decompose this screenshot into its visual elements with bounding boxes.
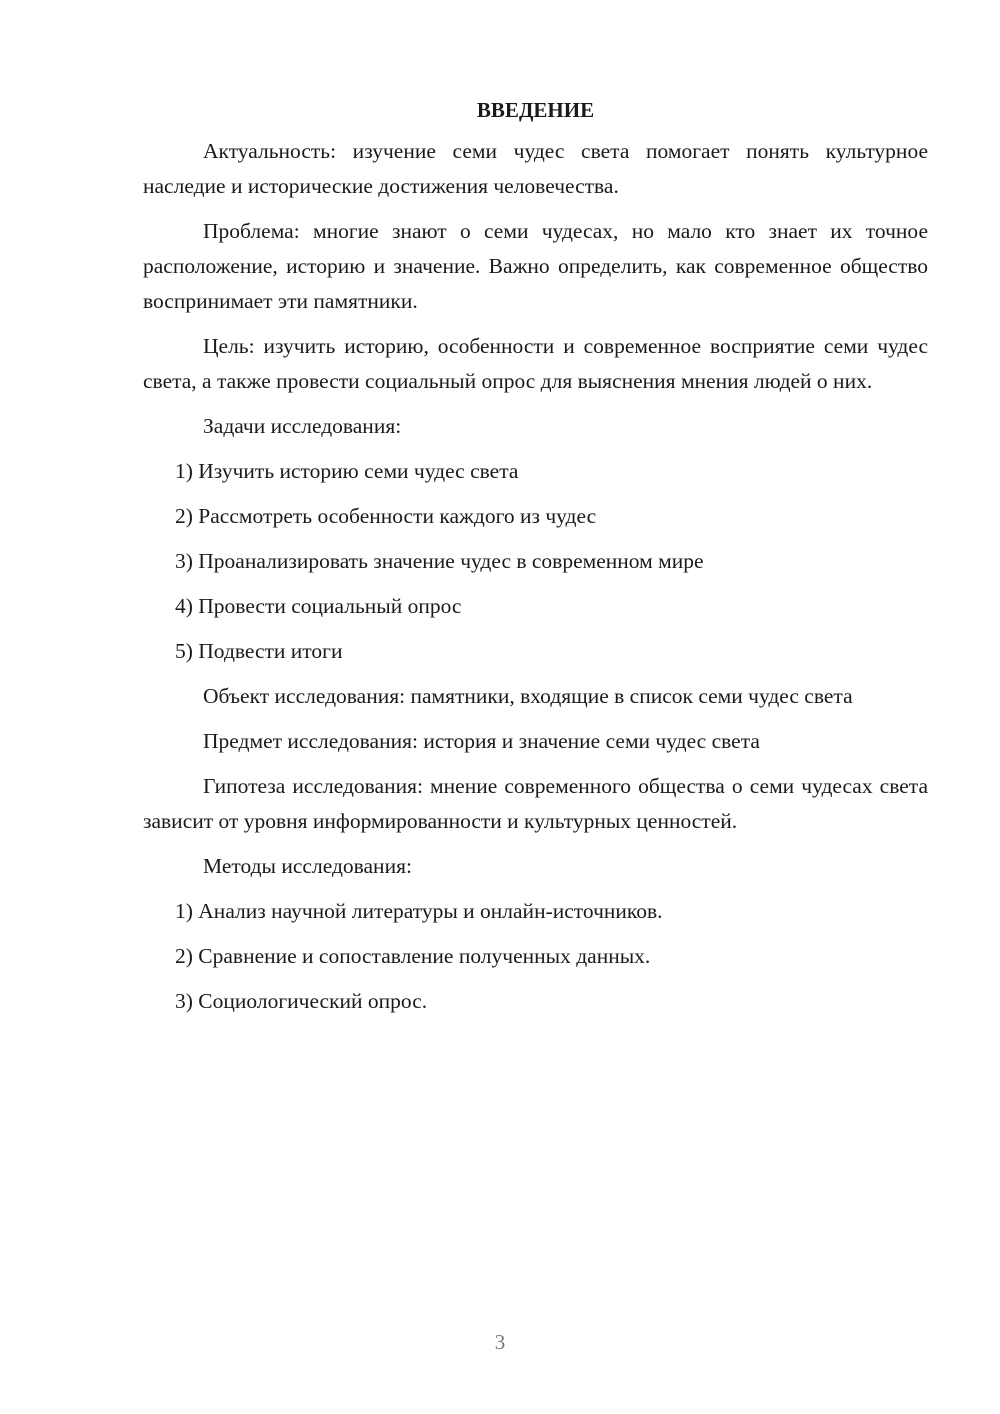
section-title: ВВЕДЕНИЕ — [476, 98, 595, 122]
relevance-paragraph: Актуальность: изучение семи чудес света помогает понять культурное наследие и исторические достижения человечества. — [143, 139, 928, 198]
goal-paragraph: Цель: изучить историю, особенности и современное восприятие семи чудес света, а также провести социальный опрос для выяснения мнения людей о них. — [143, 334, 928, 393]
document-page — [143, 92, 928, 1029]
list-item: 1) Анализ научной литературы и онлайн-источников. — [175, 899, 663, 923]
page-number: 3 — [494, 1330, 506, 1354]
tasks-label: Задачи исследования: — [203, 414, 402, 438]
list-item: 2) Рассмотреть особенности каждого из чудес — [175, 504, 597, 528]
object-paragraph: Объект исследования: памятники, входящие в список семи чудес света — [203, 684, 853, 708]
hypothesis-paragraph: Гипотеза исследования: мнение современного общества о семи чудесах света зависит от уровня информированности и культурных ценностей. — [143, 774, 928, 833]
list-item: 2) Сравнение и сопоставление полученных данных. — [175, 944, 651, 968]
list-item: 3) Социологический опрос. — [175, 989, 428, 1013]
problem-paragraph: Проблема: многие знают о семи чудесах, но мало кто знает их точное расположение, историю и значение. Важно определить, как современное общество воспринимает эти памятники. — [143, 219, 928, 313]
methods-label: Методы исследования: — [203, 854, 412, 878]
tasks-list — [143, 454, 928, 669]
subject-paragraph: Предмет исследования: история и значение семи чудес света — [203, 729, 760, 753]
list-item: 1) Изучить историю семи чудес света — [175, 459, 519, 483]
list-item: 4) Провести социальный опрос — [175, 594, 462, 618]
list-item: 5) Подвести итоги — [175, 639, 343, 663]
list-item: 3) Проанализировать значение чудес в современном мире — [175, 549, 704, 573]
methods-list — [143, 894, 928, 1019]
